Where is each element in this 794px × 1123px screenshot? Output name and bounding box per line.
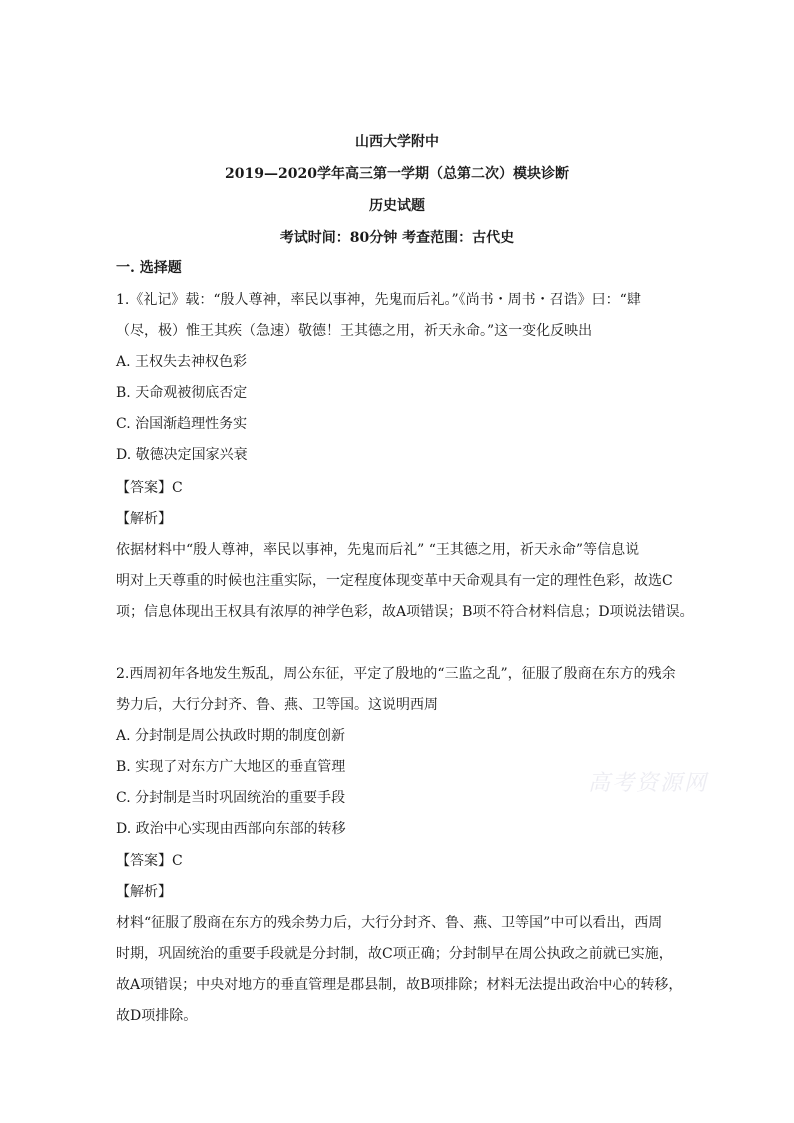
question-2-answer: 【答案】C: [116, 853, 183, 869]
question-2-stem-line-2: 势力后，大行分封齐、鲁、燕、卫等国。这说明西周: [116, 697, 438, 713]
exam-info: 考试时间：80分钟 考查范围：古代史: [279, 230, 515, 246]
question-2-analysis-line-3: 故A项错误；中央对地方的垂直管理是郡县制，故B项排除；材料无法提出政治中心的转移，: [116, 977, 683, 993]
question-1-analysis-label: 【解析】: [116, 511, 172, 527]
question-1-option-a: A. 王权失去神权色彩: [116, 354, 248, 370]
watermark-text: 高考资源网: [588, 771, 709, 796]
question-2-analysis-line-1: 材料“征服了殷商在东方的残余势力后，大行分封齐、鲁、燕、卫等国”中可以看出，西周: [116, 915, 663, 931]
exam-term-title: 2019—2020学年高三第一学期（总第二次）模块诊断: [225, 166, 569, 182]
question-1-answer: 【答案】C: [116, 480, 183, 496]
question-1-analysis-line-3: 项；信息体现出王权具有浓厚的神学色彩，故A项错误；B项不符合材料信息；D项说法错误。: [116, 604, 694, 620]
question-2-option-b: B. 实现了对东方广大地区的垂直管理: [116, 759, 346, 775]
question-2-analysis-line-2: 时期，巩固统治的重要手段就是分封制，故C项正确；分封制早在周公执政之前就已实施，: [116, 946, 673, 962]
question-1-option-d: D. 敬德决定国家兴衰: [116, 447, 248, 463]
question-2-option-c: C. 分封制是当时巩固统治的重要手段: [116, 790, 346, 806]
question-2-option-a: A. 分封制是周公执政时期的制度创新: [116, 728, 346, 744]
question-2-stem-line-1: 2.西周初年各地发生叛乱，周公东征，平定了殷地的“三监之乱”，征服了殷商在东方的残余: [116, 666, 676, 682]
school-title: 山西大学附中: [355, 134, 439, 150]
question-1-option-c: C. 治国渐趋理性务实: [116, 416, 248, 432]
section-title: 一. 选择题: [116, 260, 182, 276]
question-2-analysis-label: 【解析】: [116, 884, 172, 900]
question-1-analysis-line-2: 明对上天尊重的时候也注重实际，一定程度体现变革中天命观具有一定的理性色彩，故选C: [116, 573, 673, 589]
question-1-option-b: B. 天命观被彻底否定: [116, 385, 248, 401]
question-1-stem-line-1: 1.《礼记》载：“殷人尊神，率民以事神，先鬼而后礼。”《尚书・周书・召诰》曰：“肆: [116, 292, 641, 308]
question-1-stem-line-2: （尽，极）惟王其疾（急速）敬德！王其德之用，祈天永命。”这一变化反映出: [116, 323, 593, 339]
question-1-analysis-line-1: 依据材料中“殷人尊神，率民以事神，先鬼而后礼” “王其德之用，祈天永命”等信息说: [116, 542, 640, 558]
subject-title: 历史试题: [369, 198, 425, 214]
question-2-analysis-line-4: 故D项排除。: [116, 1008, 198, 1024]
question-2-option-d: D. 政治中心实现由西部向东部的转移: [116, 821, 346, 837]
